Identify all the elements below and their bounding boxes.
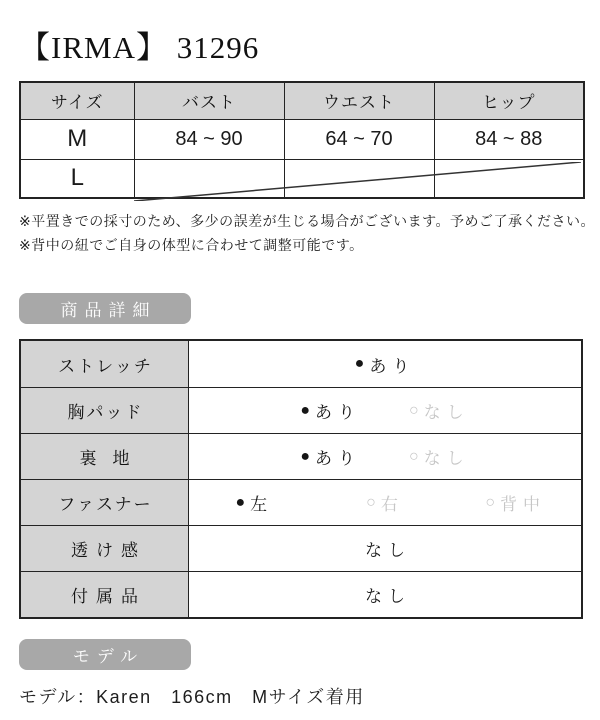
size-m-label: M xyxy=(20,119,134,159)
detail-label: 透け感 xyxy=(21,526,189,571)
size-header-cell: サイズ xyxy=(20,82,134,119)
detail-row-stretch xyxy=(21,341,581,387)
detail-value xyxy=(189,480,581,525)
detail-label: ストレッチ xyxy=(21,341,189,387)
option-label: 背中 xyxy=(500,495,547,514)
size-l-label: L xyxy=(20,159,134,198)
detail-value xyxy=(189,434,581,479)
detail-label: 付属品 xyxy=(21,572,189,617)
detail-value xyxy=(189,388,581,433)
option-label: 左 xyxy=(250,495,274,514)
option-unselected xyxy=(320,490,451,515)
size-table-wrapper xyxy=(19,81,583,199)
waist-header-cell: ウエスト xyxy=(284,82,434,119)
filled-circle-icon: ● xyxy=(300,401,310,419)
detail-row-fastener xyxy=(21,479,581,525)
note-line-2: ※背中の紐でご自身の体型に合わせて調整可能です。 xyxy=(19,237,364,253)
detail-value xyxy=(189,572,581,617)
detail-row-accessories xyxy=(21,571,581,617)
option-selected xyxy=(300,444,361,469)
detail-row-sheerness xyxy=(21,525,581,571)
page-title: 【IRMA】 31296 xyxy=(19,30,260,65)
size-table xyxy=(19,81,585,199)
empty-circle-icon: ○ xyxy=(409,447,419,465)
option-label: あり xyxy=(315,449,361,468)
option-selected xyxy=(300,398,361,423)
detail-row-chest-pad xyxy=(21,387,581,433)
size-m-hip: 84 ~ 88 xyxy=(434,119,584,159)
detail-label: 裏地 xyxy=(21,434,189,479)
empty-circle-icon: ○ xyxy=(366,493,376,511)
model-info-text: モデル：Karen 166cm Mサイズ着用 xyxy=(19,687,365,707)
measurement-notes xyxy=(19,209,600,257)
size-l-hip xyxy=(434,159,584,198)
size-l-waist xyxy=(284,159,434,198)
detail-value xyxy=(189,526,581,571)
option-unselected xyxy=(409,444,470,469)
detail-plain-value: なし xyxy=(365,541,411,560)
empty-circle-icon: ○ xyxy=(409,401,419,419)
option-selected xyxy=(189,490,320,515)
filled-circle-icon: ● xyxy=(354,355,365,372)
size-m-waist: 64 ~ 70 xyxy=(284,119,434,159)
detail-label: ファスナー xyxy=(21,480,189,525)
bust-header-cell: バスト xyxy=(134,82,284,119)
option-label: あり xyxy=(369,356,416,376)
size-l-bust xyxy=(134,159,284,198)
empty-circle-icon: ○ xyxy=(485,493,496,511)
filled-circle-icon: ● xyxy=(235,493,246,511)
option-label: なし xyxy=(423,449,470,468)
option-label: なし xyxy=(423,403,470,422)
detail-label: 胸パッド xyxy=(21,388,189,433)
option-selected xyxy=(355,352,416,377)
option-unselected xyxy=(450,490,581,515)
size-row-l xyxy=(20,159,584,198)
detail-value xyxy=(189,341,581,387)
hip-header-cell: ヒップ xyxy=(434,82,584,119)
note-line-1: ※平置きでの採寸のため、多少の誤差が生じる場合がございます。予めご了承ください。 xyxy=(19,213,596,229)
detail-row-lining xyxy=(21,433,581,479)
product-details-table xyxy=(19,339,583,619)
size-table-header-row xyxy=(20,82,584,119)
size-row-m xyxy=(20,119,584,159)
option-label: あり xyxy=(315,403,361,422)
model-heading: モデル xyxy=(19,639,191,670)
size-m-bust: 84 ~ 90 xyxy=(134,119,284,159)
detail-plain-value: なし xyxy=(365,587,411,606)
option-label: 右 xyxy=(380,495,404,514)
option-unselected xyxy=(409,398,470,423)
product-details-heading: 商品詳細 xyxy=(19,293,191,324)
filled-circle-icon: ● xyxy=(300,447,310,465)
